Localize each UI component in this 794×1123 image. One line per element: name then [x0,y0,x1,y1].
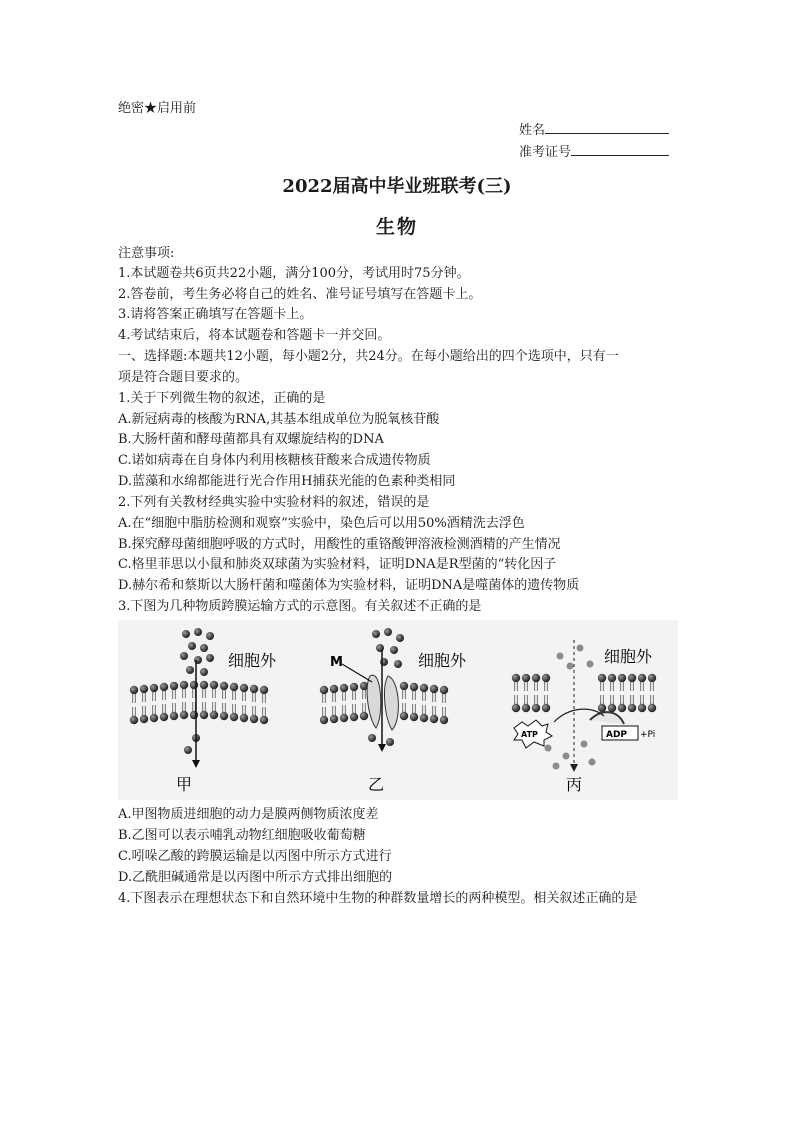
question-1-option-b: B.大肠杆菌和酵母菌都具有双螺旋结构的DNA [118,432,384,447]
section-heading: 一、选择题:本题共12小题，每小题2分，共24分。在每小题给出的四个选项中，只有一 [118,349,619,364]
question-2-option-a: A.在“细胞中脂肪检测和观察”实验中，染色后可以用50%酒精洗去浮色 [118,516,525,531]
question-2-option-c: C.格里菲思以小鼠和肺炎双球菌为实验材料，证明DNA是R型菌的“转化因子 [118,557,557,572]
exam-id-blank [571,143,669,156]
atp-label: ATP [521,730,538,739]
question-1-option-a: A.新冠病毒的核酸为RNA,其基本组成单位为脱氧核苷酸 [118,412,440,427]
note-item: 4.考试结束后，将本试题卷和答题卡一并交回。 [118,328,391,343]
question-1-stem: 1.关于下列微生物的叙述，正确的是 [118,391,326,406]
note-item: 1.本试题卷共6页共22小题，满分100分，考试用时75分钟。 [118,266,470,281]
subject-title: 生物 [375,216,418,238]
section-heading-cont: 项是符合题目要求的。 [118,370,249,385]
note-item: 2.答卷前，考生务必将自己的姓名、准号证号填写在答题卡上。 [118,287,482,302]
name-blank [545,121,669,134]
panel-label-bing: 丙 [566,775,583,794]
note-item: 3.请将答案正确填写在答题卡上。 [118,307,313,322]
question-3-option-b: B.乙图可以表示哺乳动物红细胞吸收葡萄糖 [118,828,366,843]
outside-label: 细胞外 [604,647,653,666]
question-4-stem: 4.下图表示在理想状态下和自然环境中生物的种群数量增长的两种模型。相关叙述正确的是 [118,891,638,906]
membrane-transport-figure [118,620,678,800]
confidential-mark: 绝密★启用前 [118,101,197,116]
question-3-option-d: D.乙酰胆碱通常是以丙图中所示方式排出细胞的 [118,870,393,885]
question-3-stem: 3.下图为几种物质跨膜运输方式的示意图。有关叙述不正确的是 [118,599,482,614]
exam-id-field [519,141,669,160]
pi-label: +Pi [640,730,656,740]
exam-id-label: 准考证号 [519,145,572,160]
question-2-stem: 2.下列有关教材经典实验中实验材料的叙述，错误的是 [118,495,430,510]
question-1-option-c: C.诺如病毒在自身体内利用核糖核苷酸来合成遗传物质 [118,453,431,468]
panel-label-jia: 甲 [176,775,193,794]
name-label: 姓名 [519,123,546,138]
question-2-option-b: B.探究酵母菌细胞呼吸的方式时，用酸性的重铬酸钾溶液检测酒精的产生情况 [118,537,561,552]
outside-label: 细胞外 [418,651,467,670]
notes-heading: 注意事项: [118,246,175,261]
panel-label-yi: 乙 [368,775,385,794]
question-1-option-d: D.蓝藻和水绵都能进行光合作用H捕获光能的色素种类相同 [118,474,456,489]
question-3-option-c: C.吲哚乙酸的跨膜运输是以丙图中所示方式进行 [118,849,392,864]
outside-label: 细胞外 [228,651,277,670]
question-3-option-a: A.甲图物质进细胞的动力是膜两侧物质浓度差 [118,807,379,822]
protein-label: M [330,655,343,670]
question-2-option-d: D.赫尔希和蔡斯以大肠杆菌和噬菌体为实验材料，证明DNA是噬菌体的遗传物质 [118,578,580,593]
adp-label: ADP [606,730,628,740]
name-field [519,119,669,138]
exam-title: 2022届高中毕业班联考(三) [282,176,512,197]
